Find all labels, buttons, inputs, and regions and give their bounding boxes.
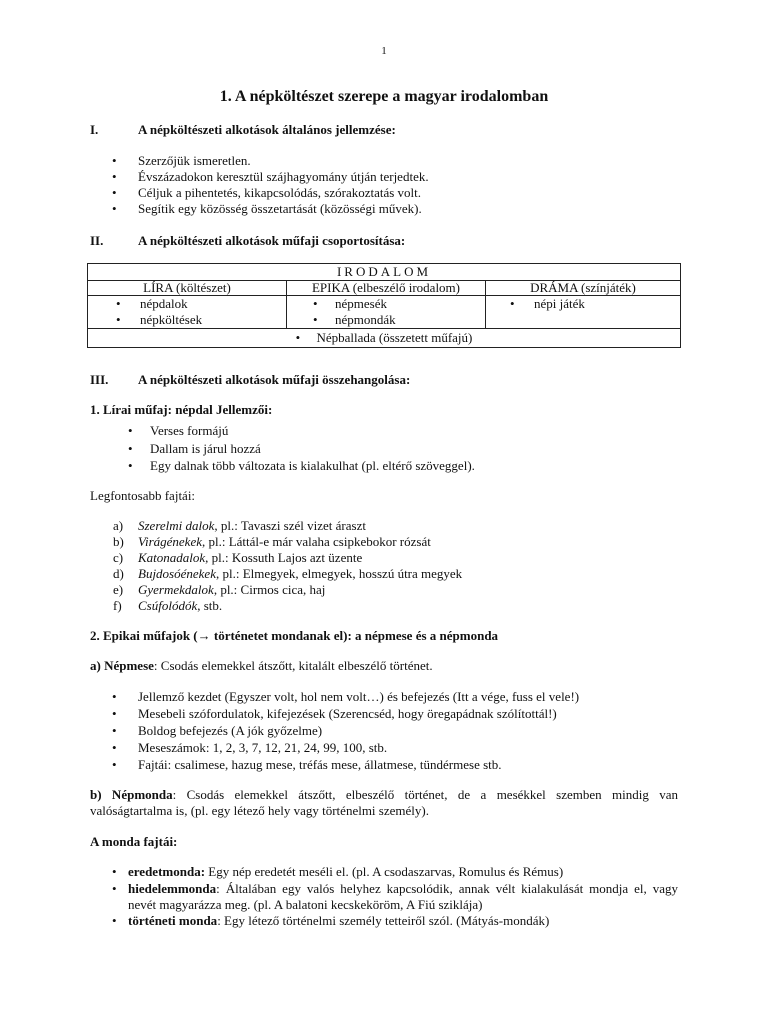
table-header: IRODALOM (88, 264, 681, 281)
list-item-text: Évszázadokon keresztül szájhagyomány útján terjedtek. (138, 169, 429, 184)
list-item: • népdalok (92, 296, 282, 312)
list-letter: e) (113, 582, 124, 597)
page-number: 1 (381, 45, 387, 57)
list-item-text: Dallam is járul hozzá (150, 441, 261, 456)
epika-cell (287, 296, 486, 329)
genre-example: , pl.: Elmegyek, elmegyek, hosszú útra megyek (215, 566, 463, 581)
genre-example: , pl.: Tavaszi szél vizet áraszt (214, 518, 366, 533)
list-item-text: Meseszámok: 1, 2, 3, 7, 12, 21, 24, 99, 100, stb. (138, 740, 388, 755)
genre-example: , pl.: Cirmos cica, haj (213, 582, 326, 597)
monda-text: : Általában egy valós helyhez kapcsolódik, annak vélt kialakulását mondja el, vagy nevét magyarázza meg. (pl. A balatoni kecskeköröm, A Fiú sziklája) (128, 881, 678, 912)
list-item-text: Egy dalnak több változata is kialakulhat (pl. eltérő szöveggel). (150, 458, 475, 473)
list-letter: f) (113, 598, 122, 613)
genre-example: , stb. (197, 598, 223, 613)
nepmese-definition (90, 658, 433, 674)
monda-term: történeti monda (128, 913, 218, 928)
monda-term: eredetmonda: (128, 864, 206, 879)
genre-name: Szerelmi dalok (138, 518, 215, 533)
list-item (113, 566, 462, 582)
monda-text: : Egy létező történelmi személy tetteiről szól. (Mátyás-mondák) (217, 913, 550, 928)
section-1-heading (90, 122, 396, 138)
list-letter: a) (113, 518, 124, 533)
list-item: • népmesék (291, 296, 481, 312)
nepmese-text: : Csodás elemekkel átszőtt, kitalált elbeszélő történet. (153, 658, 433, 673)
list-item (113, 518, 366, 534)
epikai-heading: 2. Epikai műfajok (→ történetet mondanak el): a népmese és a népmonda (90, 628, 499, 643)
list-item-text: Szerzőjük ismeretlen. (138, 153, 251, 168)
nepmese-label: a) Népmese (90, 658, 154, 673)
table-footer: • Népballada (összetett műfajú) (88, 329, 681, 348)
list-item: • népköltések (92, 312, 282, 328)
genre-name: Katonadalok (138, 550, 206, 565)
drama-cell (486, 296, 681, 329)
list-item (112, 864, 678, 880)
nepmonda-definition (90, 787, 678, 819)
list-item-text: Céljuk a pihentetés, kikapcsolódás, szórakoztatás volt. (138, 185, 422, 200)
lirai-heading: 1. Lírai műfaj: népdal Jellemzői: (90, 402, 273, 417)
section-2-number: II. (90, 233, 104, 248)
nepmonda-label: b) Népmonda (90, 787, 173, 802)
list-item-text: Fajtái: csalimese, hazug mese, tréfás mese, állatmese, tündérmese stb. (138, 757, 502, 772)
genre-name: Gyermekdalok (138, 582, 214, 597)
list-item (113, 534, 431, 550)
column-header-drama: DRÁMA (színjáték) (486, 281, 681, 296)
list-item: • népi játék (490, 296, 676, 312)
bullet: • (112, 913, 117, 928)
list-item-text: Verses formájú (150, 423, 229, 438)
bullet: • (112, 864, 117, 879)
genre-name: Csúfolódók (138, 598, 198, 613)
genre-table (87, 263, 681, 348)
lira-cell (88, 296, 287, 329)
monda-term: hiedelemmonda (128, 881, 217, 896)
section-3-heading (90, 372, 410, 388)
list-item-text: Segítik egy közösség összetartását (közösségi művek). (138, 201, 422, 216)
list-letter: b) (113, 534, 124, 549)
monda-heading: A monda fajtái: (90, 834, 178, 849)
list-item (113, 550, 362, 566)
list-item (113, 598, 222, 614)
nepmonda-text: : Csodás elemekkel átszőtt, elbeszélő történet, de a mesékkel szemben mindig van valóságtartalma is, (pl. egy létező hely vagy történelmi személy). (90, 787, 678, 818)
genre-example: , pl.: Kossuth Lajos azt üzente (205, 550, 363, 565)
section-3-title: A népköltészeti alkotások műfaji összehangolása: (138, 372, 411, 387)
bullet: • (112, 881, 117, 896)
list-letter: c) (113, 550, 124, 565)
fajtai-label: Legfontosabb fajtái: (90, 488, 196, 503)
list-item (113, 582, 325, 598)
section-3-number: III. (90, 372, 109, 387)
list-item-text: Mesebeli szófordulatok, kifejezések (Szerencséd, hogy öregapádnak szólítottál!) (138, 706, 557, 721)
list-item (112, 913, 678, 929)
genre-example: , pl.: Láttál-e már valaha csipkebokor rózsát (202, 534, 431, 549)
list-item-text: Boldog befejezés (A jók győzelme) (138, 723, 323, 738)
column-header-lira: LÍRA (költészet) (88, 281, 287, 296)
list-item: • népmondák (291, 312, 481, 328)
section-2-heading (90, 233, 405, 249)
section-1-number: I. (90, 122, 99, 137)
column-header-epika: EPIKA (elbeszélő irodalom) (287, 281, 486, 296)
section-1-title: A népköltészeti alkotások általános jellemzése: (138, 122, 396, 137)
genre-name: Virágénekek (138, 534, 202, 549)
section-2-title: A népköltészeti alkotások műfaji csoportosítása: (138, 233, 406, 248)
table-footer-text: Népballada (összetett műfajú) (316, 330, 473, 345)
list-letter: d) (113, 566, 124, 581)
genre-name: Bujdosóénekek (138, 566, 216, 581)
list-item-text: Jellemző kezdet (Egyszer volt, hol nem volt…) és befejezés (Itt a vége, fuss el vele!) (138, 689, 580, 704)
list-item (112, 881, 678, 913)
monda-text: Egy nép eredetét meséli el. (pl. A csodaszarvas, Romulus és Rémus) (205, 864, 564, 879)
page-title: 1. A népköltészet szerepe a magyar irodalomban (219, 88, 549, 105)
